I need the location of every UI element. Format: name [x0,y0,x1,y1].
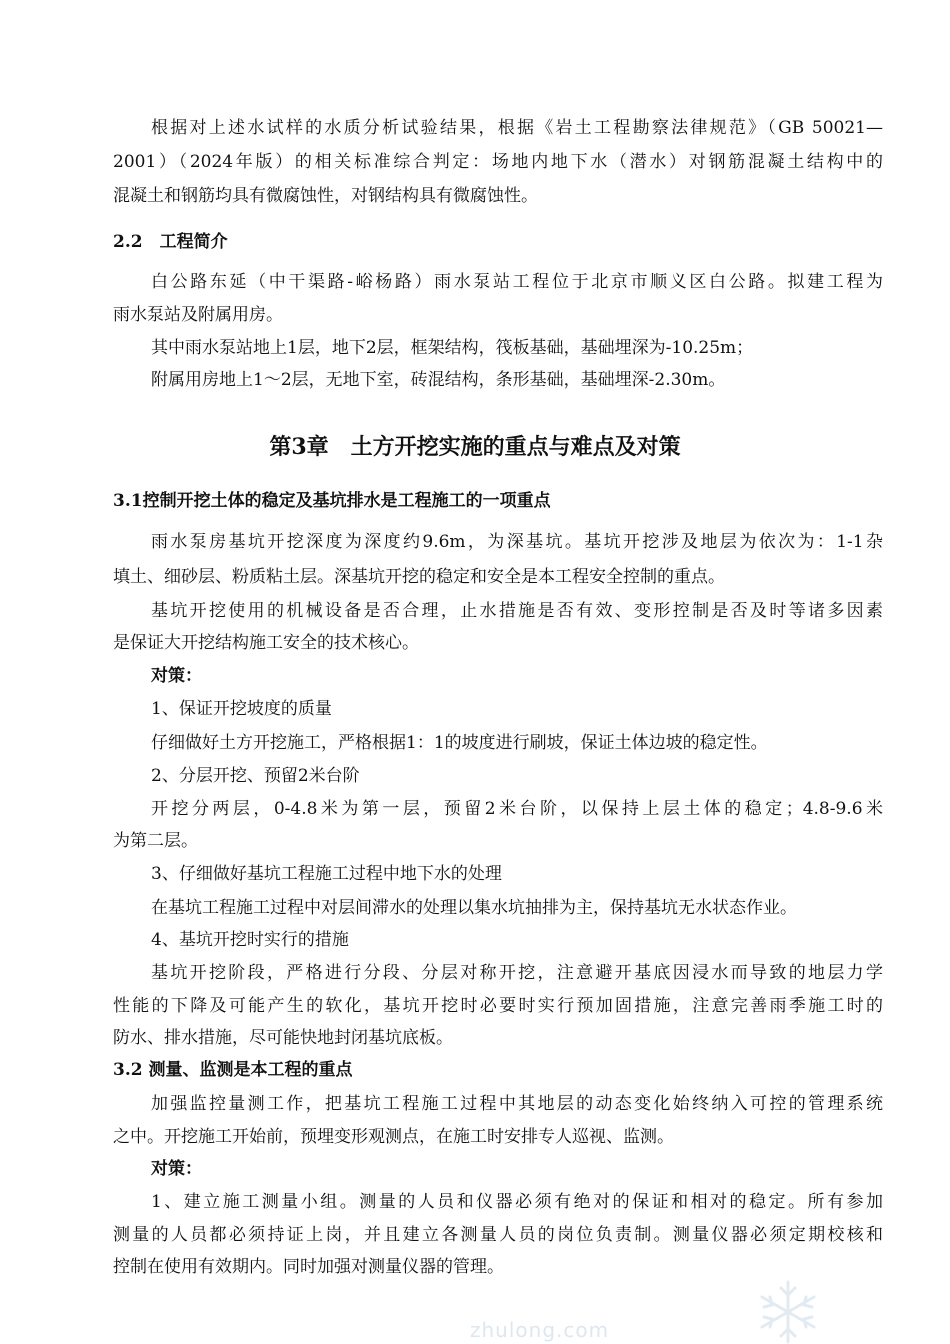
paragraph-line: 1、建立施工测量小组。测量的人员和仪器必须有绝对的保证和相对的稳定。所有参加 [151,1192,883,1212]
measure-item-title: 1、保证开挖坡度的质量 [151,699,332,719]
paragraph-line: 白公路东延（中干渠路-峪杨路）雨水泵站工程位于北京市顺义区白公路。拟建工程为 [151,272,883,292]
paragraph-line: 性能的下降及可能产生的软化，基坑开挖时必要时实行预加固措施，注意完善雨季施工时的 [113,996,883,1016]
paragraph-line: 防水、排水措施，尽可能快地封闭基坑底板。 [113,1028,453,1048]
measure-item-title: 3、仔细做好基坑工程施工过程中地下水的处理 [151,864,502,884]
paragraph-line: 仔细做好土方开挖施工，严格根据1：1的坡度进行刷坡，保证土体边坡的稳定性。 [151,733,768,753]
paragraph-line: 在基坑工程施工过程中对层间滞水的处理以集水坑抽排为主，保持基坑无水状态作业。 [151,898,797,918]
section-heading-2-2: 2.2 工程简介 [113,232,228,252]
paragraph-line: 雨水泵房基坑开挖深度为深度约9.6m，为深基坑。基坑开挖涉及地层为依次为：1-1杂 [151,532,883,552]
watermark-text: zhulong.com [470,1318,610,1342]
measures-label: 对策： [151,1159,202,1179]
paragraph-line: 填土、细砂层、粉质粘土层。深基坑开挖的稳定和安全是本工程安全控制的重点。 [113,567,725,587]
paragraph-line: 为第二层。 [113,831,198,851]
paragraph-line: 根据对上述水试样的水质分析试验结果，根据《岩土工程勘察法律规范》（GB 50021— [151,118,883,138]
paragraph-line: 雨水泵站及附属用房。 [113,305,283,325]
paragraph-line: 附属用房地上1～2层，无地下室，砖混结构，条形基础，基础埋深-2.30m。 [151,370,726,390]
section-heading-3-2: 3.2 测量、监测是本工程的重点 [113,1060,353,1080]
paragraph-line: 是保证大开挖结构施工安全的技术核心。 [113,633,419,653]
paragraph-line: 测量的人员都必须持证上岗，并且建立各测量人员的岗位负责制。测量仪器必须定期校核和 [113,1225,883,1245]
measure-item-title: 2、分层开挖、预留2米台阶 [151,766,360,786]
paragraph-line: 加强监控量测工作，把基坑工程施工过程中其地层的动态变化始终纳入可控的管理系统 [151,1094,883,1114]
paragraph-line: 之中。开挖施工开始前，预埋变形观测点，在施工时安排专人巡视、监测。 [113,1127,674,1147]
measure-item-title: 4、基坑开挖时实行的措施 [151,930,349,950]
section-heading-3-1: 3.1控制开挖土体的稳定及基坑排水是工程施工的一项重点 [113,491,551,511]
paragraph-line: 其中雨水泵站地上1层，地下2层，框架结构，筏板基础，基础埋深为-10.25m； [151,338,754,358]
paragraph-line: 基坑开挖使用的机械设备是否合理，止水措施是否有效、变形控制是否及时等诸多因素 [151,601,883,621]
paragraph-line: 基坑开挖阶段，严格进行分段、分层对称开挖，注意避开基底因浸水而导致的地层力学 [151,963,883,983]
measures-label: 对策： [151,666,202,686]
paragraph-line: 2001）（2024年版）的相关标准综合判定：场地内地下水（潜水）对钢筋混凝土结构中的 [113,152,883,172]
chapter-title: 第3章 土方开挖实施的重点与难点及对策 [269,434,681,460]
paragraph-line: 混凝土和钢筋均具有微腐蚀性，对钢结构具有微腐蚀性。 [113,186,538,206]
paragraph-line: 开挖分两层，0-4.8米为第一层，预留2米台阶，以保持上层土体的稳定；4.8-9.6米 [151,799,883,819]
snowflake-logo-icon [748,1276,828,1344]
paragraph-line: 控制在使用有效期内。同时加强对测量仪器的管理。 [113,1257,504,1277]
